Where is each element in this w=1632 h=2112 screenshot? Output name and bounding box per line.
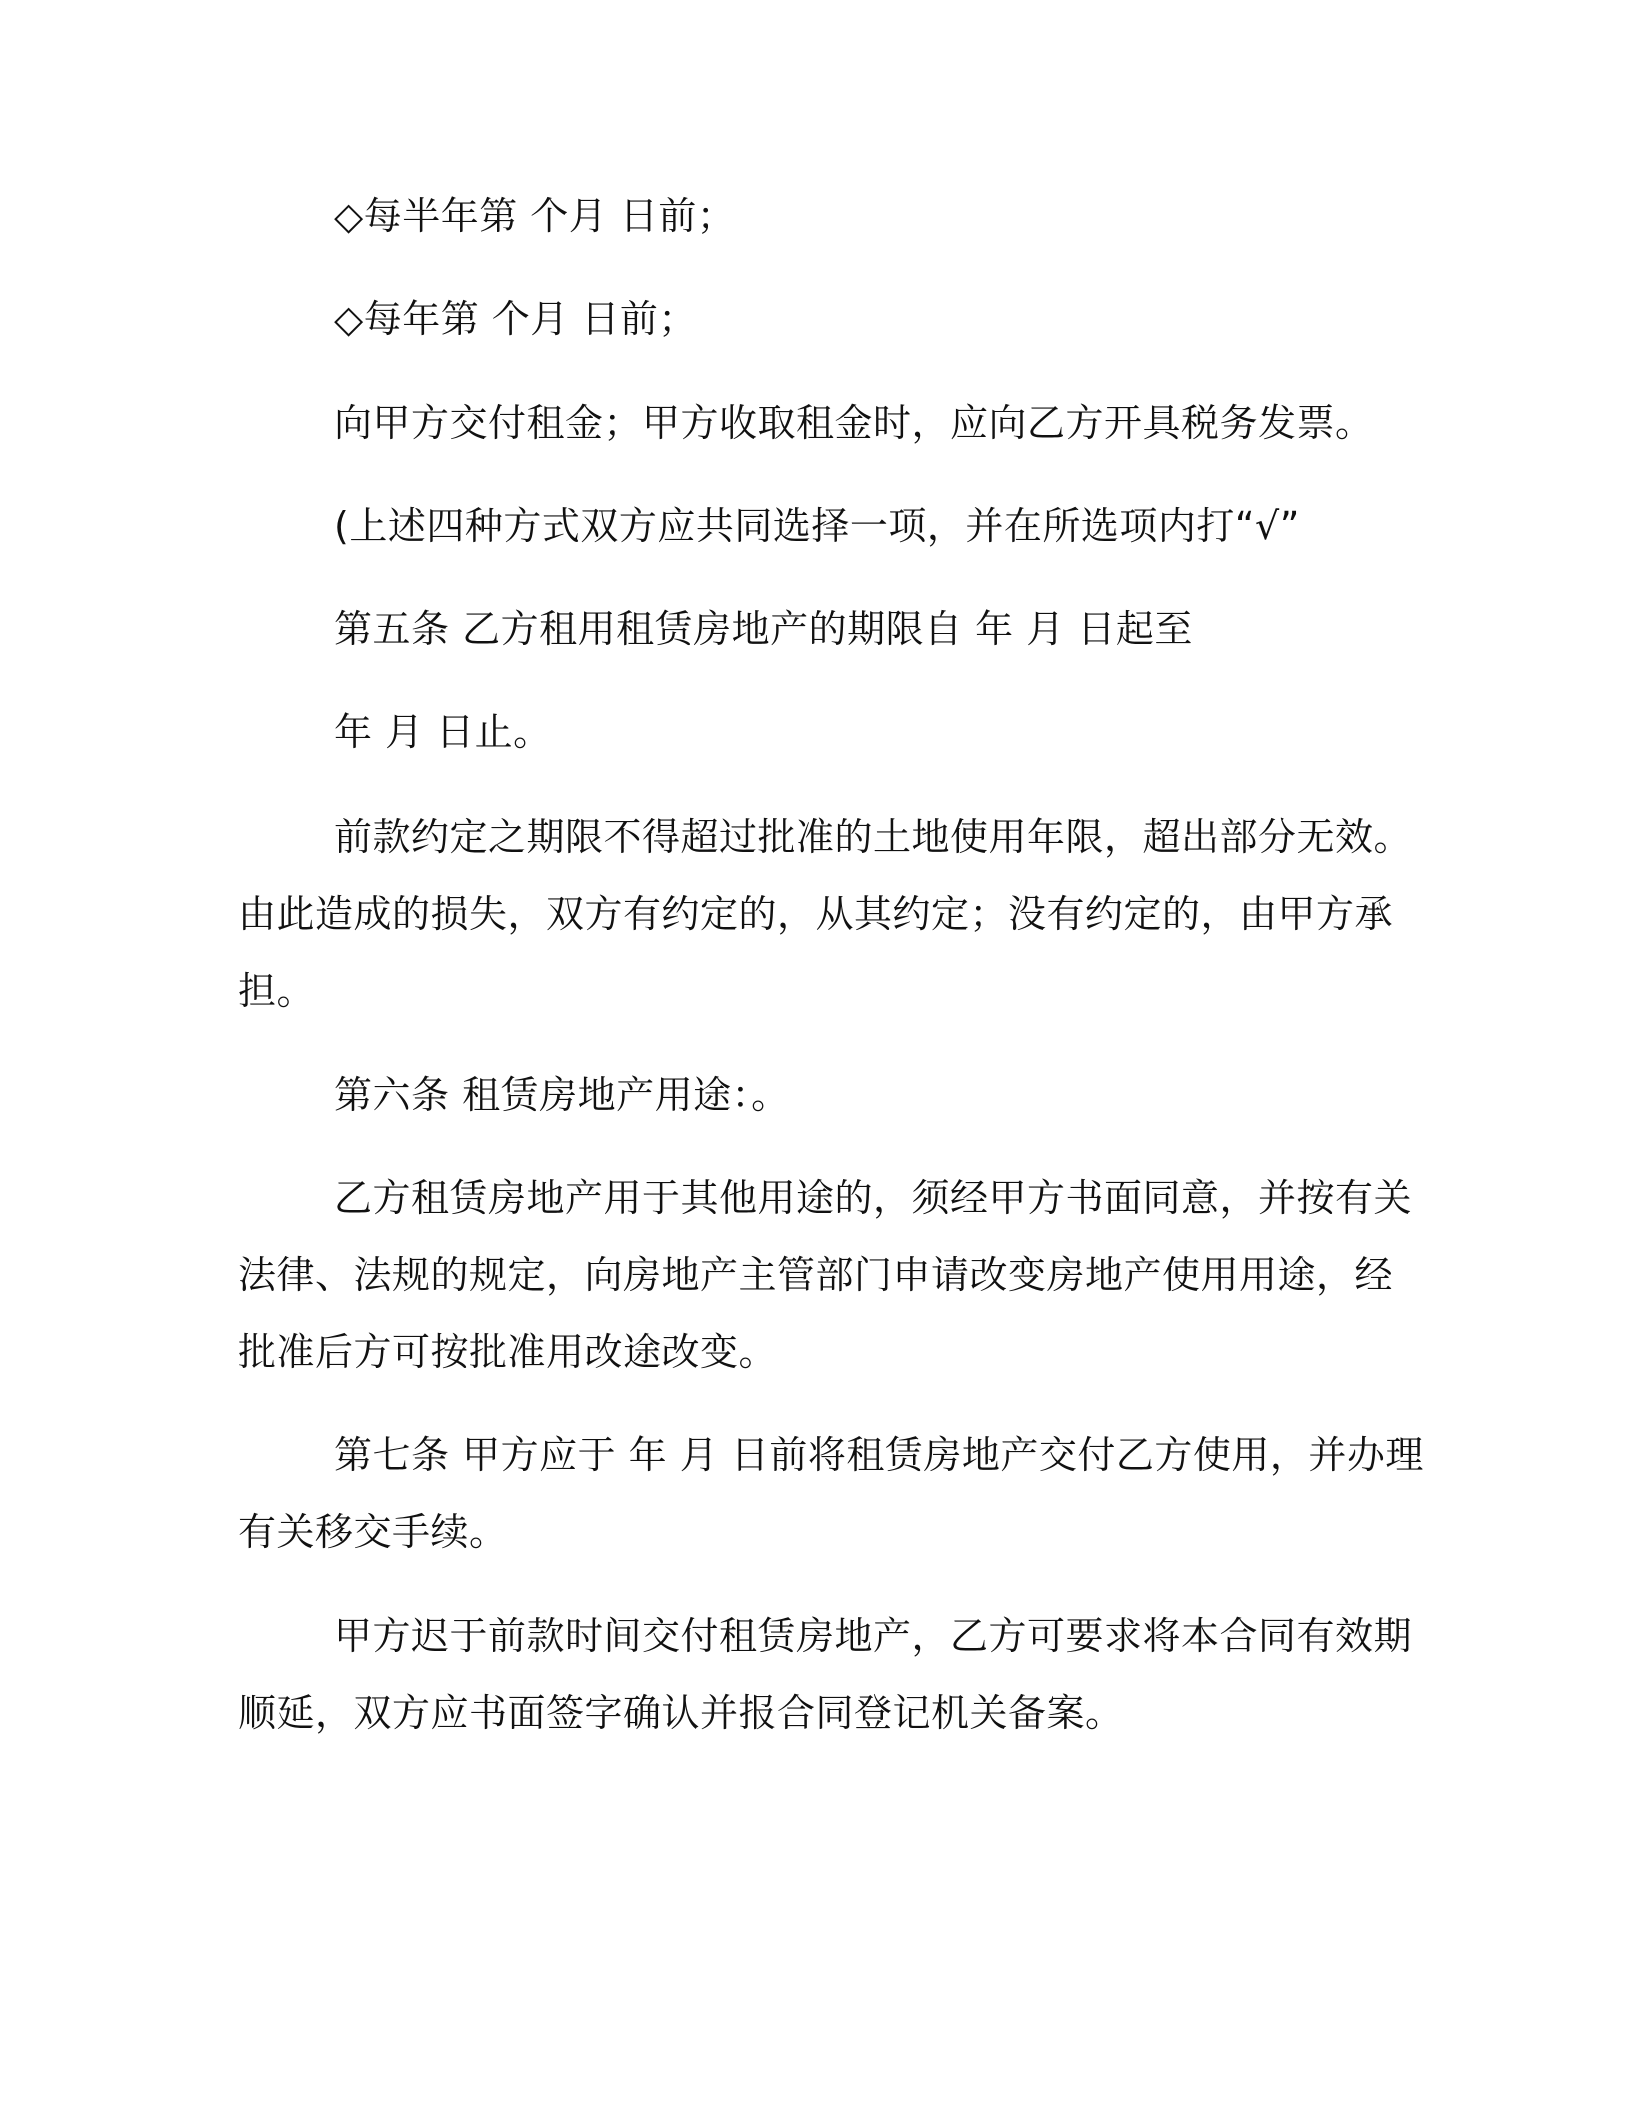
article-7-heading: 第七条 甲方应于 年 月 日前将租赁房地产交付乙方使用，并办理 <box>334 1433 1424 1477</box>
paragraph-line: 担。 <box>238 969 316 1013</box>
paragraph-line: 由此造成的损失，双方有约定的，从其约定；没有约定的，由甲方承 <box>238 892 1394 936</box>
paragraph-line: (上述四种方式双方应共同选择一项，并在所选项内打“√” <box>334 504 1300 548</box>
paragraph-line: 甲方迟于前款时间交付租赁房地产，乙方可要求将本合同有效期 <box>334 1614 1413 1658</box>
paragraph-line: 年 月 日止。 <box>334 710 552 754</box>
article-5-heading: 第五条 乙方租用租赁房地产的期限自 年 月 日起至 <box>334 607 1193 651</box>
paragraph-line: 有关移交手续。 <box>238 1510 508 1554</box>
payment-option-half-year: ◇每半年第 个月 日前； <box>334 194 736 238</box>
paragraph-line: 顺延，双方应书面签字确认并报合同登记机关备案。 <box>238 1691 1124 1735</box>
paragraph-line: 乙方租赁房地产用于其他用途的，须经甲方书面同意，并按有关 <box>334 1176 1413 1220</box>
paragraph-line: 向甲方交付租金；甲方收取租金时，应向乙方开具税务发票。 <box>334 401 1374 445</box>
payment-option-yearly: ◇每年第 个月 日前； <box>334 297 697 341</box>
paragraph-line: 批准后方可按批准用改途改变。 <box>238 1330 778 1374</box>
article-6-heading: 第六条 租赁房地产用途：。 <box>334 1073 790 1117</box>
paragraph-line: 法律、法规的规定，向房地产主管部门申请改变房地产使用用途，经 <box>238 1253 1394 1297</box>
paragraph-line: 前款约定之期限不得超过批准的土地使用年限，超出部分无效。 <box>334 815 1413 859</box>
